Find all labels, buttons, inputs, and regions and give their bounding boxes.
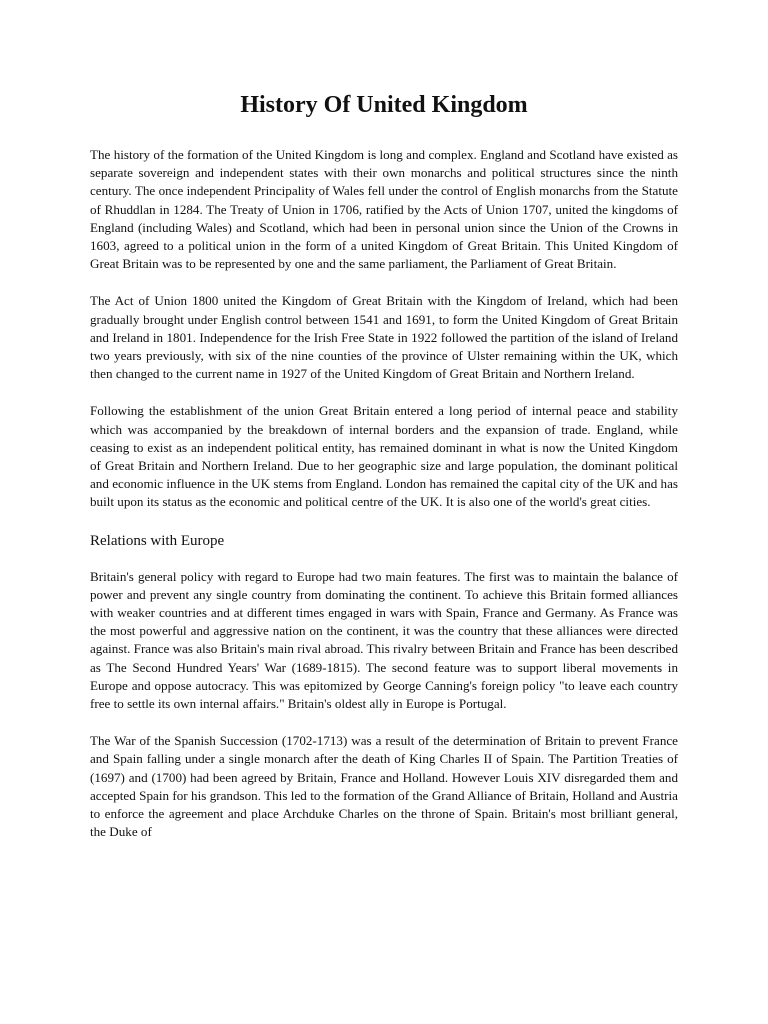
document-page — [90, 90, 678, 861]
section-heading-relations-with-europe: Relations with Europe — [90, 532, 225, 549]
paragraph-formation: The history of the formation of the United Kingdom is long and complex. England and Scotland have existed as separate sovereign and independent states with their own monarchs and political structures since the ninth century. The once independent Principality of Wales fell under the control of English monarchs from the Statute of Rhuddlan in 1284. The Treaty of Union in 1706, ratified by the Acts of Union 1707, united the kingdoms of England (including Wales) and Scotland, which had been in personal union since the Union of the Crowns in 1603, agreed to a political union in the form of a united Kingdom of Great Britain. This United Kingdom of Great Britain was to be represented by one and the same parliament, the Parliament of Great Britain. — [90, 147, 678, 272]
document-title: History Of United Kingdom — [240, 92, 528, 118]
paragraph-europe-policy: Britain's general policy with regard to Europe had two main features. The first was to maintain the balance of power and prevent any single country from dominating the continent. To achieve this Britain formed alliances with weaker countries and at different times engaged in wars with Spain, France and Germany. As France was the most powerful and aggressive nation on the continent, it was the country that these alliances were directed against. France was also Britain's main rival abroad. This rivalry between Britain and France has been described as The Second Hundred Years' War (1689-1815). The second feature was to support liberal movements in Europe and oppose autocracy. This was epitomized by George Canning's foreign policy "to leave each country free to settle its own internal affairs." Britain's oldest ally in Europe is Portugal. — [90, 568, 678, 712]
paragraph-act-of-union-1800: The Act of Union 1800 united the Kingdom of Great Britain with the Kingdom of Ireland, which had been gradually brought under English control between 1541 and 1691, to form the United Kingdom of Great Britain and Ireland in 1801. Independence for the Irish Free State in 1922 followed the partition of the island of Ireland two years previously, with six of the nine counties of the province of Ulster remaining within the UK, which then changed to the current name in 1927 of the United Kingdom of Great Britain and Northern Ireland. — [90, 293, 678, 382]
paragraph-spanish-succession: The War of the Spanish Succession (1702-1713) was a result of the determination of Britain to prevent France and Spain falling under a single monarch after the death of King Charles II of Spain. The Partition Treaties of (1697) and (1700) had been agreed by Britain, France and Holland. However Louis XIV disregarded them and accepted Spain for his grandson. This led to the formation of the Grand Alliance of Britain, Holland and Austria to enforce the agreement and place Archduke Charles on the throne of Spain. Britain's most brilliant general, the Duke of — [90, 733, 678, 840]
paragraph-union-establishment: Following the establishment of the union Great Britain entered a long period of internal peace and stability which was accompanied by the breakdown of internal borders and the expansion of trade. England, while ceasing to exist as an independent political entity, has remained dominant in what is now the United Kingdom of Great Britain and Northern Ireland. Due to her geographic size and large population, the dominant political and economic influence in the UK stems from England. London has remained the capital city of the UK and has built upon its status as the economic and political centre of the UK. It is also one of the world's great cities. — [90, 403, 678, 510]
